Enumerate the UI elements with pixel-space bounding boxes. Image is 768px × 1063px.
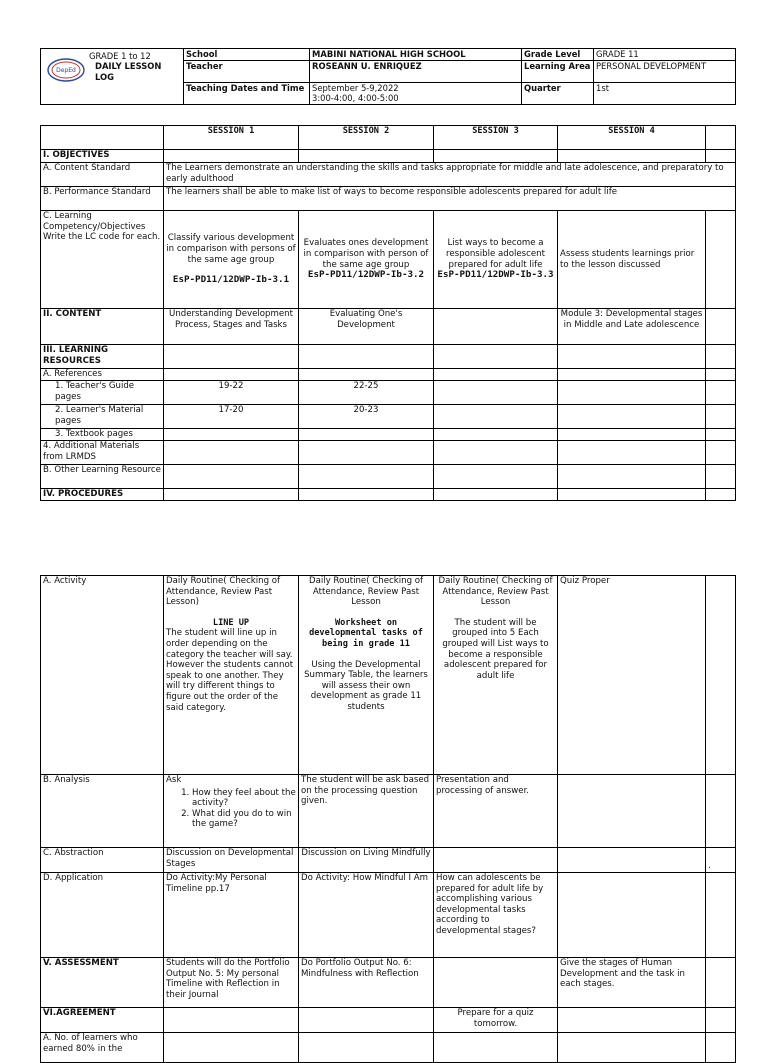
learners-80-label: A. No. of learners who earned 80% in the <box>41 1033 164 1063</box>
abstraction-mark: . <box>706 848 736 873</box>
learning-area-value: PERSONAL DEVELOPMENT <box>594 60 736 82</box>
competency-1-code: EsP-PD11/12DWP-Ib-3.1 <box>172 274 290 286</box>
content-session-4: Module 3: Developmental stages in Middle and Late adolescence <box>558 309 706 345</box>
header-table <box>40 48 736 105</box>
assessment-session-3 <box>434 958 558 1008</box>
abstraction-session-1: Discussion on Developmental Stages <box>164 848 299 873</box>
learners-material-session-1: 17-20 <box>164 405 299 429</box>
teacher-label: Teacher <box>184 60 310 82</box>
application-session-1: Do Activity:My Personal Timeline pp.17 <box>164 873 299 958</box>
dates-value <box>310 82 522 104</box>
competency-3-text: List ways to become a responsible adolescent prepared for adult life <box>446 238 545 270</box>
activity-2-body: Using the Developmental Summary Table, the learners will assess their own development as grade 11 students <box>304 659 428 712</box>
analysis-list <box>166 788 296 830</box>
competency-3-code: EsP-PD11/12DWP-Ib-3.3 <box>437 269 554 281</box>
competency-1-text: Classify various development in comparison with persons of the same age group <box>166 233 296 265</box>
competency-2-code: EsP-PD11/12DWP-Ib-3.2 <box>307 269 425 281</box>
teachers-guide-session-4 <box>558 381 706 405</box>
assessment-session-2: Do Portfolio Output No. 6: Mindfulness with Reflection <box>299 958 434 1008</box>
activity-3-body: The student will be grouped into 5 Each grouped will List ways to become a responsible adolescent prepared for adult life <box>442 617 549 681</box>
session-1-heading: SESSION 1 <box>164 126 299 150</box>
activity-session-4: Quiz Proper <box>558 576 706 775</box>
resources-title: III. LEARNING RESOURCES <box>41 345 164 369</box>
activity-2-routine: Daily Routine( Checking of Attendance, Review Past Lesson <box>308 576 424 608</box>
corner-cell <box>41 126 164 150</box>
performance-standard-label: B. Performance Standard <box>41 187 164 211</box>
learners-material-label: 2. Learner's Material pages <box>41 405 164 429</box>
log-title: DAILY LESSON LOG <box>95 61 162 82</box>
school-label: School <box>184 49 310 61</box>
analysis-session-2: The student will be ask based on the processing question given. <box>299 775 434 848</box>
assessment-session-1: Students will do the Portfolio Output No. 5: My personal Timeline with Reflection in their Journal <box>164 958 299 1008</box>
competency-label: C. Learning Competency/Objectives Write the LC code for each. <box>41 211 164 309</box>
learning-area-label: Learning Area <box>522 60 594 82</box>
teachers-guide-session-2: 22-25 <box>299 381 434 405</box>
additional-materials-label: 4. Additional Materials from LRMDS <box>41 441 164 465</box>
activity-2-heading: Worksheet on developmental tasks of being in grade 11 <box>309 617 423 649</box>
learners-material-session-2: 20-23 <box>299 405 434 429</box>
session-2-heading: SESSION 2 <box>299 126 434 150</box>
performance-standard-value: The learners shall be able to make list of ways to become responsible adolescents prepared for adult life <box>164 187 736 211</box>
dates-line-2: 3:00-4:00, 4:00-5:00 <box>312 93 399 104</box>
assessment-session-4: Give the stages of Human Development and the task in each stages. <box>558 958 706 1008</box>
header-logo-cell <box>41 49 184 105</box>
assessment-label: V. ASSESSMENT <box>41 958 164 1008</box>
procedures-title: IV. PROCEDURES <box>41 489 164 501</box>
session-4-heading: SESSION 4 <box>558 126 706 150</box>
quarter-label: Quarter <box>522 82 594 104</box>
activity-1-routine: Daily Routine( Checking of Attendance, Review Past Lesson) <box>166 576 281 608</box>
application-label: D. Application <box>41 873 164 958</box>
activity-session-3 <box>434 576 558 775</box>
activity-1-body: The student will line up in order depending on the category the teacher will say. However the students cannot speak to one another. They will try different things to figure out the order of the said category. <box>166 628 294 713</box>
teachers-guide-session-1: 19-22 <box>164 381 299 405</box>
content-title: II. CONTENT <box>41 309 164 345</box>
grade-range: GRADE 1 to 12 <box>89 51 151 61</box>
extra-cell <box>706 126 736 150</box>
analysis-session-3: Presentation and processing of answer. <box>434 775 558 848</box>
grade-level-value: GRADE 11 <box>594 49 736 61</box>
teachers-guide-session-3 <box>434 381 558 405</box>
lesson-table-part1 <box>40 125 736 501</box>
activity-label: A. Activity <box>41 576 164 775</box>
content-session-3 <box>434 309 558 345</box>
deped-seal-icon <box>47 58 85 82</box>
other-resources-label: B. Other Learning Resource <box>41 465 164 489</box>
agreement-label: VI.AGREEMENT <box>41 1008 164 1033</box>
dates-line-1: September 5-9,2022 <box>312 82 399 93</box>
content-session-1: Understanding Development Process, Stages and Tasks <box>164 309 299 345</box>
learners-material-session-4 <box>558 405 706 429</box>
grade-level-label: Grade Level <box>522 49 594 61</box>
activity-1-heading: LINE UP <box>212 617 250 628</box>
competency-session-1 <box>164 211 299 309</box>
activity-session-2 <box>299 576 434 775</box>
competency-session-4: Assess students learnings prior to the lesson discussed <box>558 211 706 309</box>
content-session-2: Evaluating One's Development <box>299 309 434 345</box>
school-value: MABINI NATIONAL HIGH SCHOOL <box>310 49 522 61</box>
dates-label: Teaching Dates and Time <box>184 82 310 104</box>
application-session-2: Do Activity: How Mindful I Am <box>299 873 434 958</box>
teachers-guide-label: 1. Teacher's Guide pages <box>41 381 164 405</box>
analysis-session-1 <box>164 775 299 848</box>
content-standard-label: A. Content Standard <box>41 163 164 187</box>
quarter-value: 1st <box>594 82 736 104</box>
learners-material-session-3 <box>434 405 558 429</box>
references-label: A. References <box>41 369 164 381</box>
activity-3-routine: Daily Routine( Checking of Attendance, Review Past Lesson <box>438 576 553 608</box>
teacher-value: ROSEANN U. ENRIQUEZ <box>310 60 522 82</box>
agreement-session-3: Prepare for a quiz tomorrow. <box>434 1008 558 1033</box>
competency-2-text: Evaluates ones development in comparison with person of the same age group <box>303 238 429 270</box>
svg-text:DepEd: DepEd <box>56 67 76 74</box>
analysis-label: B. Analysis <box>41 775 164 848</box>
analysis-item: 2. What did you do to win the game? <box>192 809 296 830</box>
analysis-ask: Ask <box>166 775 182 785</box>
content-standard-value: The Learners demonstrate an understanding the skills and tasks appropriate for middle and late adolescence, and preparatory to early adulthood <box>164 163 736 187</box>
abstraction-label: C. Abstraction <box>41 848 164 873</box>
abstraction-session-2: Discussion on Living Mindfully <box>299 848 434 873</box>
analysis-item: 1. How they feel about the activity? <box>192 788 296 809</box>
lesson-table-part2 <box>40 575 736 1063</box>
application-session-3: How can adolescents be prepared for adult life by accomplishing various developmental tasks according to developmental stages? <box>434 873 558 958</box>
session-3-heading: SESSION 3 <box>434 126 558 150</box>
competency-session-3 <box>434 211 558 309</box>
activity-session-1 <box>164 576 299 775</box>
textbook-label: 3. Textbook pages <box>41 429 164 441</box>
competency-session-2 <box>299 211 434 309</box>
objectives-title: I. OBJECTIVES <box>41 150 164 163</box>
